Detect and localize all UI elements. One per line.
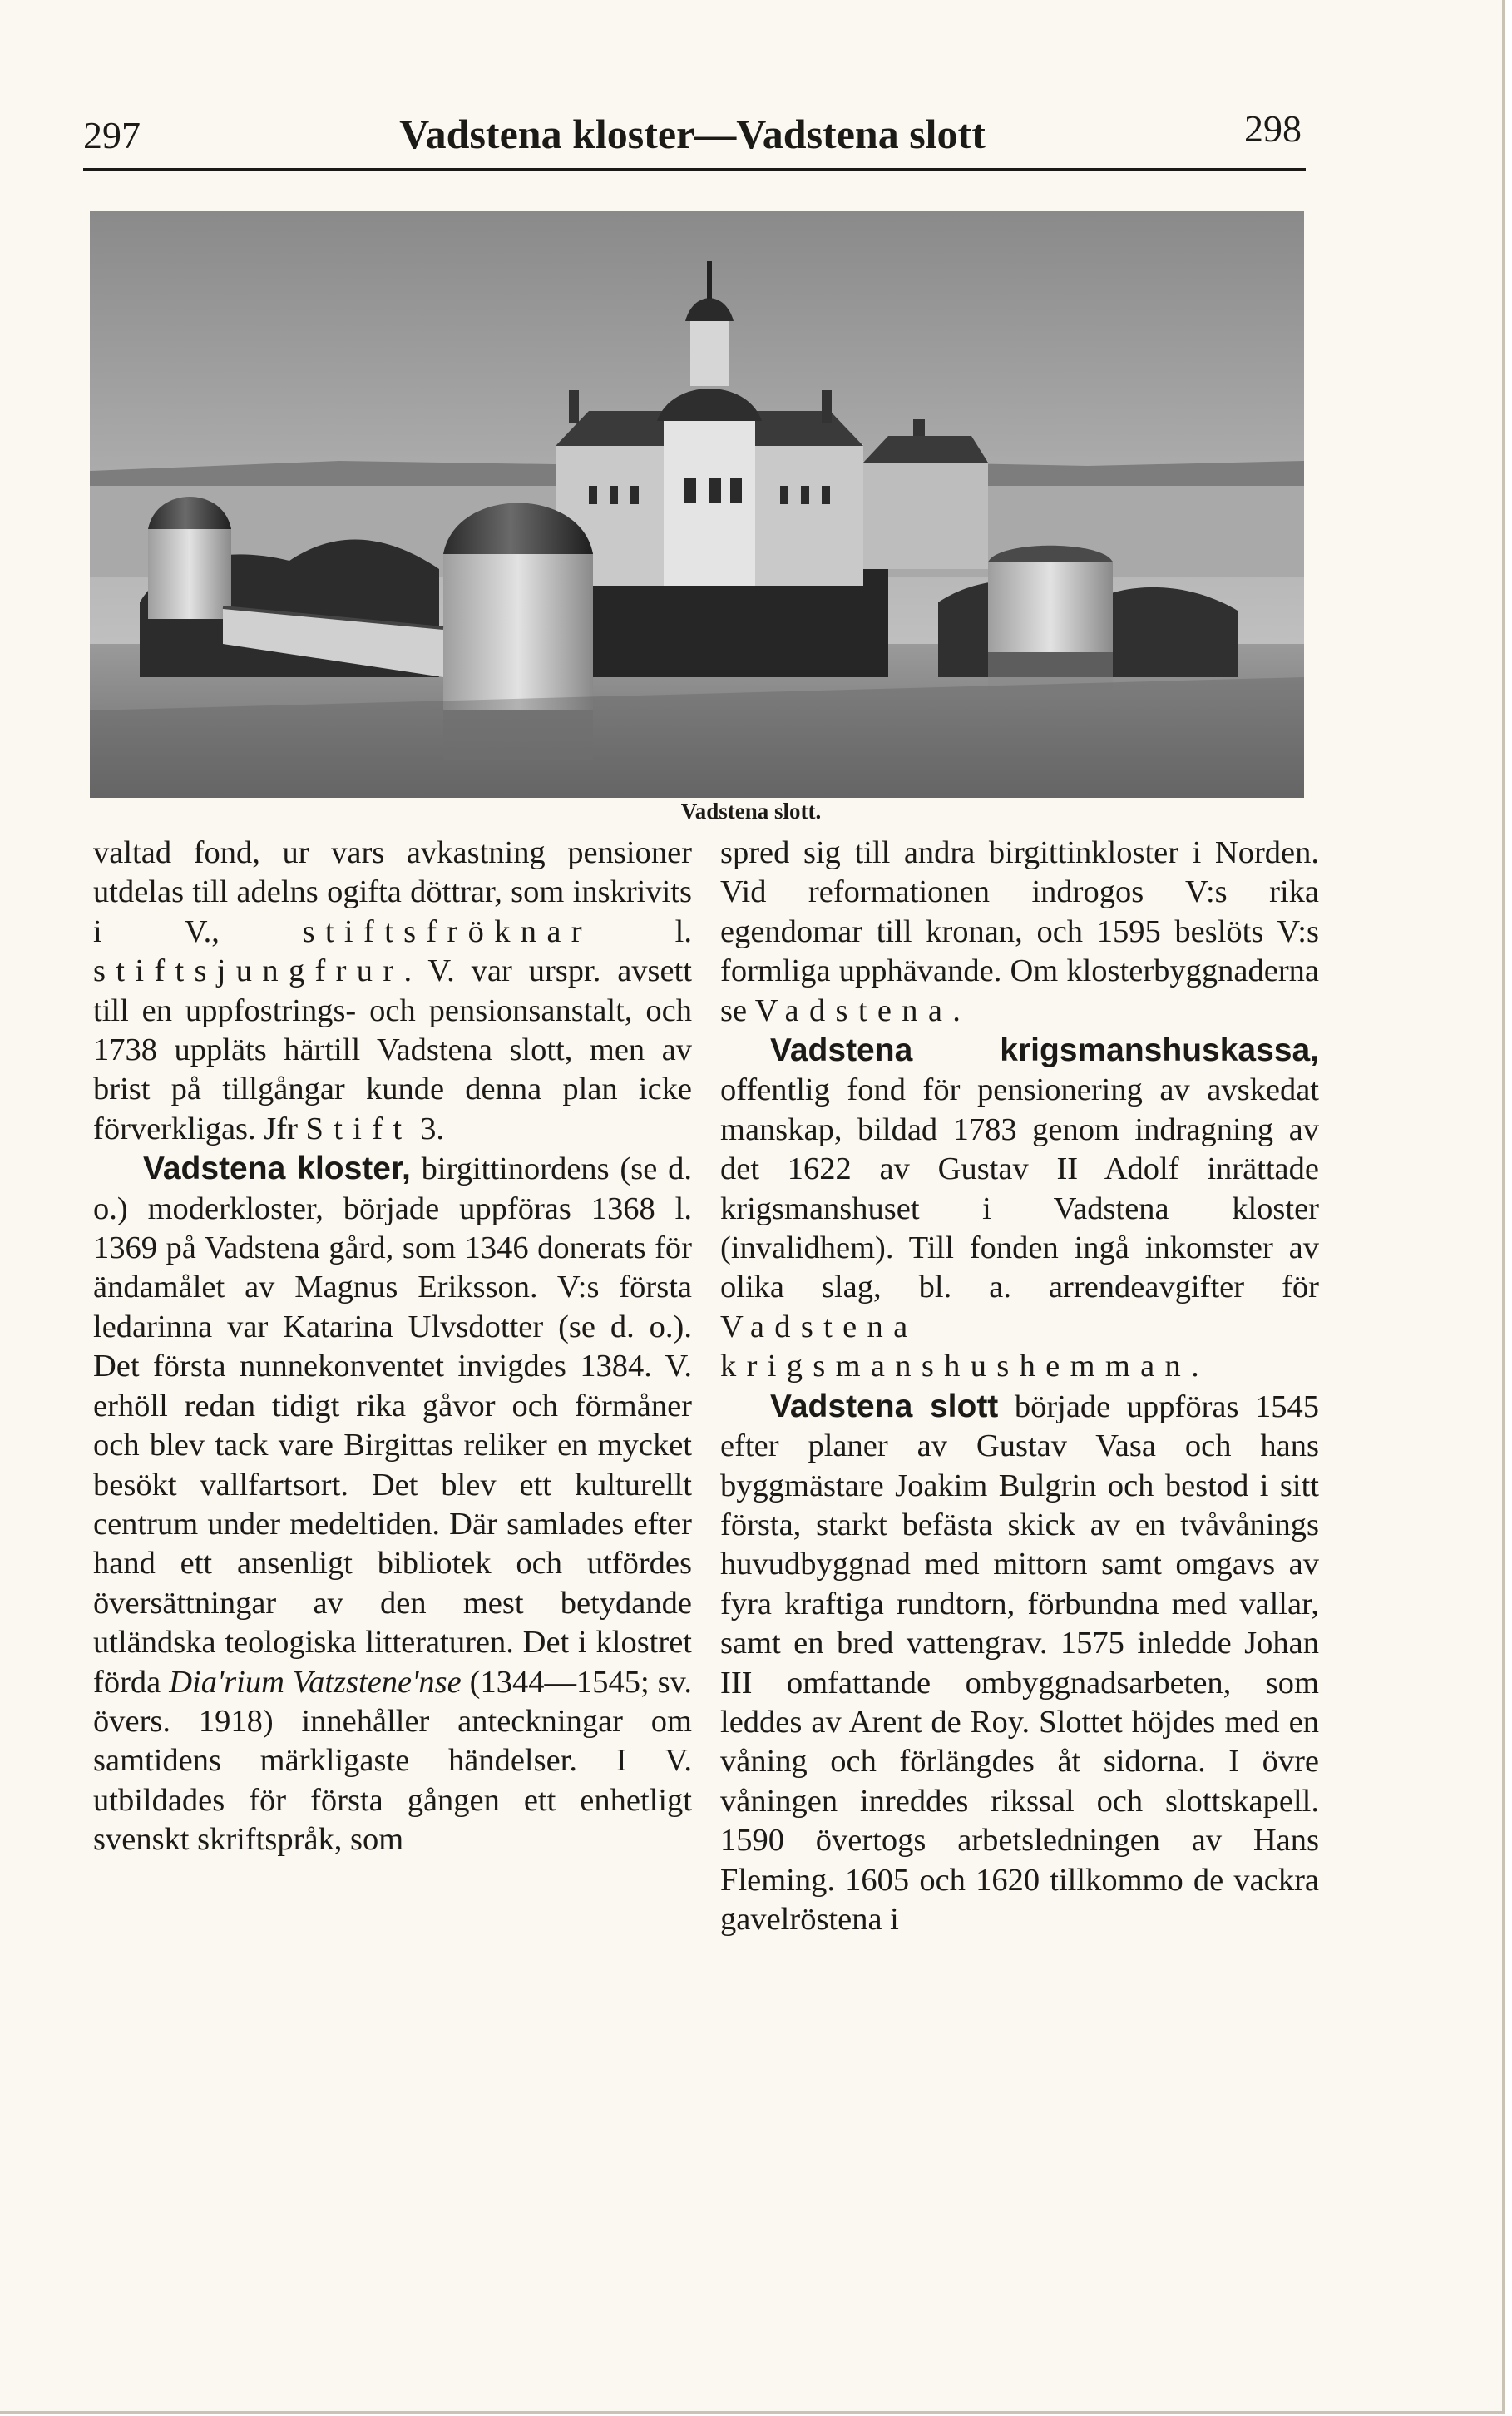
entry-headword: Vadstena slott xyxy=(770,1388,999,1424)
cross-ref-krigsmanshushemman: Vadstena krigsmanshushemman xyxy=(720,1309,1192,1384)
left-column xyxy=(93,834,692,1860)
italic-title: Dia'rium Vatzstene'nse xyxy=(169,1664,462,1700)
figure-caption: Vadstena slott. xyxy=(680,799,822,824)
running-header xyxy=(83,98,1302,165)
page-number-left: 297 xyxy=(83,114,141,156)
cross-ref-stiftsfroknar: stiftsfröknar xyxy=(302,913,592,949)
running-title: Vadstena kloster—Vadstena slott xyxy=(399,111,986,157)
entry-headword: Vadstena kloster, xyxy=(143,1151,411,1187)
cross-ref-vadstena: Vadstena xyxy=(754,993,953,1028)
entry-headword: Vadstena krigsmanshuskassa, xyxy=(770,1032,1319,1069)
paragraph-continuation: spred sig till andra birgittinkloster i Norden. Vid reformationen indrogos V:s rika egendomar till kronan, och 1595 beslöts V:s formliga upphävande. Om klosterbyggnaderna se Vadstena. xyxy=(720,835,1319,1028)
right-column xyxy=(720,834,1319,1939)
page-number-right: 298 xyxy=(1244,107,1302,150)
cross-ref-stiftsjungfrur: stiftsjungfrur xyxy=(93,953,404,989)
entry-krigsmanshuskassa: Vadstena krigsmanshuskassa, offentlig fond för pensionering av avskedat manskap, bildad 1783 genom indragning av det 1622 av Gustav II Adolf inrättade krigsmanshuset i Vadstena kloster (invalidhem). Till fonden ingå inkomster av olika slag, bl. a. arrendeavgifter för Vadstena krigsmanshushemman. xyxy=(720,1032,1319,1384)
header-rule xyxy=(83,168,1306,171)
paragraph-fond: valtad fond, ur vars avkastning pensioner utdelas till adelns ogifta döttrar, som inskrivits i V., stiftsfröknar l. stiftsjungfrur. V. var urspr. avsett till en uppfostrings- och pensionsanstalt, och 1738 uppläts härtill Vadstena slott, men av brist på tillgångar kunde denna plan icke förverkligas. Jfr Stift 3. xyxy=(93,835,693,1146)
entry-vadstena-slott: Vadstena slott började uppföras 1545 efter planer av Gustav Vasa och hans byggmästare Joakim Bulgrin och bestod i sitt första, starkt befästa skick av en tvåvånings huvudbyggnad med mittorn samt omgavs av fyra kraftiga rundtorn, förbundna med vallar, samt en bred vattengrav. 1575 inledde Johan III omfattande ombyggnadsarbeten, som leddes av Arent de Roy. Slottet höjdes med en våning och förlängdes åt sidorna. I övre våningen inreddes rikssal och slottskapell. 1590 övertogs arbetsledningen av Hans Fleming. 1605 och 1620 tillkommo de vackra gavelröstena i xyxy=(720,1388,1320,1937)
entry-vadstena-kloster: Vadstena kloster, birgittinordens (se d. o.) moderkloster, började uppföras 1368 l. 1369 på Vadstena gård, som 1346 donerats för ändamålet av Magnus Eriksson. V:s första ledarinna var Katarina Ulvsdotter (se d. o.). Det första nunnekonventet invigdes 1384. V. erhöll redan tidigt rika gåvor och förmåner och blev tack vare Birgittas reliker en mycket besökt vallfartsort. Det blev ett kulturellt centrum under medeltiden. Där samlades efter hand ett ansenligt bibliotek och utfördes översättningar av den mest betydande utländska teologiska litteraturen. Det i klostret förda Dia'rium Vatzstene'nse (1344—1545; sv. övers. 1918) innehåller anteckningar om samtidens märkligaste händelser. I V. utbildades för första gången ett enhetligt svenskt skriftspråk, som xyxy=(93,1151,692,1858)
castle-photograph xyxy=(90,211,1304,798)
cross-ref-stift: Stift xyxy=(305,1111,413,1146)
